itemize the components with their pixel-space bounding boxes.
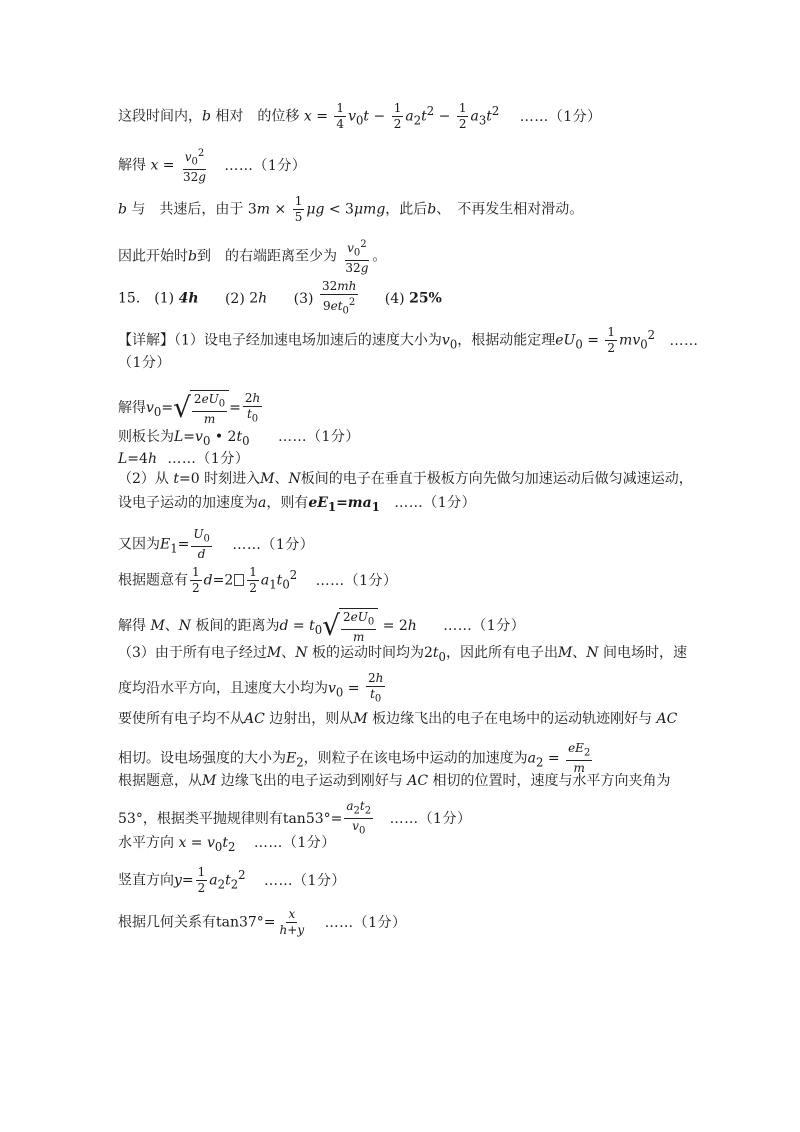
line-speed-v0: 度均沿水平方向，且速度大小均为$v_0$ = $\frac{2h}{t_0}$ <box>118 671 384 705</box>
detail-part-1: 【详解】（1）设电子经加速电场加速后的速度大小为$v_0$，根据动能定理$eU_0$ = $\frac{1}{2}$ $mv_0^2$ …… <box>118 325 699 355</box>
line-tan53: 53°，根据类平抛规律则有tan53°= $\frac{a_2t_2}{v_0}$ ……（1分） <box>118 799 472 837</box>
line-solve-d: 解得 M、N 板间的距离为$d = t_0$ √ $2eU_0$ m = 2h ……（1分） <box>118 609 526 645</box>
line-tangent-condition: 要使所有电子均不从AC 边射出，则从M 板边缘飞出的电子在电场中的运动轨迹刚好与 AC <box>118 711 678 727</box>
line-solve-x: 解得 x = $\frac{v_0^2}{32g}$ ……（1分） <box>118 148 307 185</box>
line-solve-v0: 解得$v_0=$ √ $2eU_0$ m = $\frac{2h}{t_0}$ <box>118 390 261 427</box>
line-angle-condition: 根据题意，从M 边缘飞出的电子运动到刚好与 AC 相切的位置时，速度与水平方向夹角为 <box>118 773 671 789</box>
line-tan37: 根据几何关系有tan37°= $\frac{x}{h+y}$ ……（1分） <box>118 907 407 937</box>
detail-part-1-score: （1分） <box>118 355 171 371</box>
question-15-answers: 15． (1) 4h (2) 2h (3) $\frac{32mh}{9et_0^2}$ (4) 25% <box>118 279 442 317</box>
line-common-speed: b 与 共速后，由于 3m × $\frac{1}{5}$ μg < 3μmg，此后b、 不再发生相对滑动。 <box>118 194 584 224</box>
line-vertical: 竖直方向y= $\frac{1}{2}$ $a_2t_2^2$ ……（1分） <box>118 865 346 895</box>
line-min-distance: 因此开始时b到 的右端距离至少为 $\frac{v_0^2}{32g}$ 。 <box>118 239 387 276</box>
line-acceleration: 设电子运动的加速度为a，则有$eE_1=ma_1$ ……（1分） <box>118 495 477 514</box>
detail-part-3: （3）由于所有电子经过M、N 板的运动时间均为$2t_0$，因此所有电子出M、N 间电场时，速 <box>118 645 687 664</box>
line-horizontal: 水平方向 $x = v_0t_2$ ……（1分） <box>118 835 336 854</box>
line-half-d: 根据题意有 $\frac{1}{2}$ d=2 $\frac{1}{2}$ $a_1t_0^2$ ……（1分） <box>118 565 398 595</box>
detail-part-2: （2）从 t=0 时刻进入M、N板间的电子在垂直于极板方向先做匀加速运动后做匀减速运动， <box>118 471 693 487</box>
line-l-equals-4h: L=4h ……（1分） <box>118 451 250 467</box>
line-board-length: 则板长为$L=v_0$ • $2t_0$ ……（1分） <box>118 429 360 448</box>
line-displacement: 这段时间内，b 相对 的位移 x = $\frac{1}{4}$ $v_0t$ − $\frac{1}{2}$ $a_2t^2$ − $\frac{1}{2}$ $a_3t^2$ ……（1分） <box>118 101 602 131</box>
line-e1: 又因为$E_1=$ $\frac{U_0}{d}$ ……（1分） <box>118 527 315 562</box>
line-acceleration-a2: 相切。设电场强度的大小为$E_2$，则粒子在该电场中运动的加速度为$a_2$ = $\frac{eE_2}{m}$ <box>118 741 591 776</box>
